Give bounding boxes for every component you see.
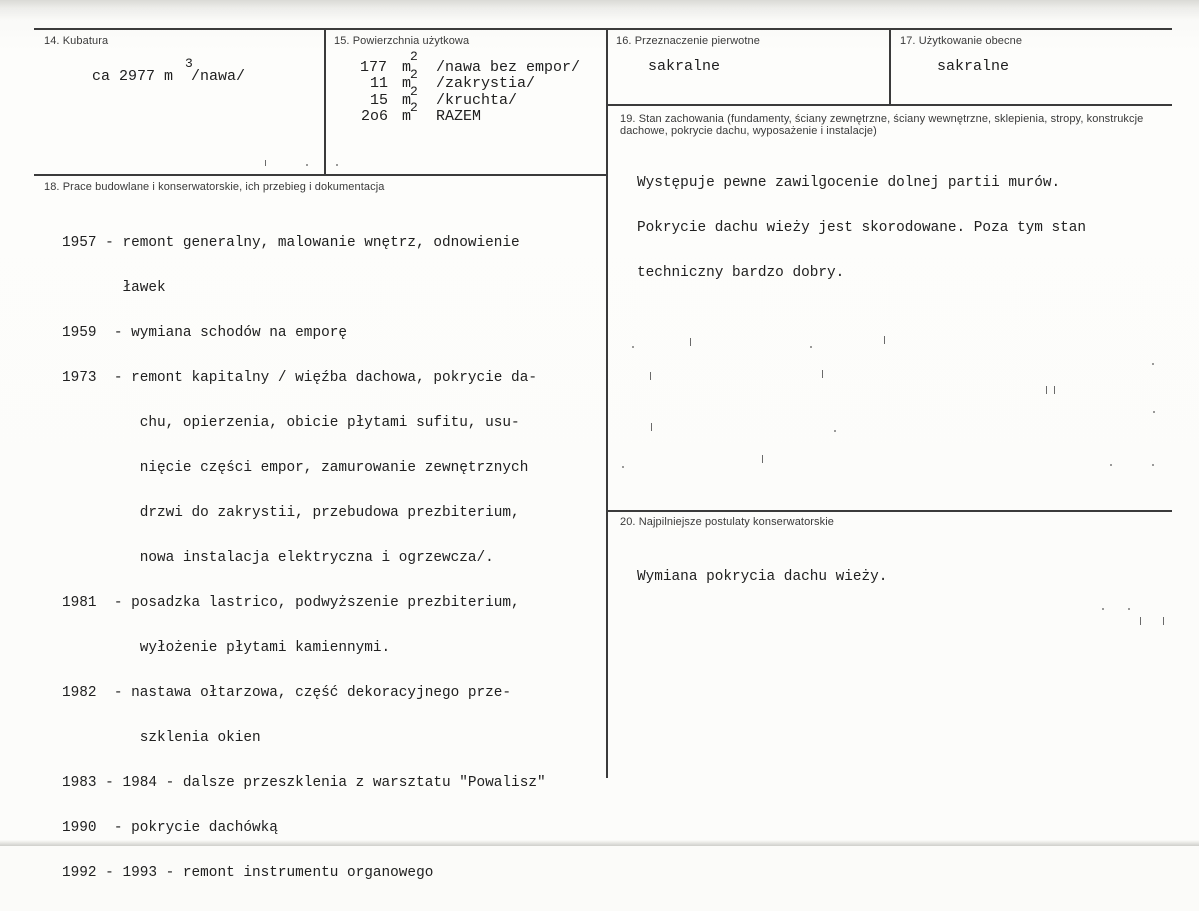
top-rule: [34, 28, 1172, 30]
scan-speck: [1152, 464, 1154, 466]
rule-under-19: [607, 510, 1172, 512]
area-row-unit-sup: 2: [410, 49, 418, 64]
paper-top-edge: [0, 0, 1199, 20]
divider-14-15: [324, 28, 326, 174]
area-row-num: 11: [370, 75, 389, 92]
field-16-label: 16. Przeznaczenie pierwotne: [616, 35, 760, 47]
work-line: 1982 - nastawa ołtarzowa, część dekoracyjnego prze-: [62, 685, 512, 701]
area-row-unit: m: [402, 75, 412, 92]
scan-speck: [336, 164, 338, 166]
work-line: 1973 - remont kapitalny / więźba dachowa, pokrycie da-: [62, 370, 537, 386]
area-row-num: 15: [370, 92, 389, 109]
field-14-value: ca 2977 m /nawa/: [92, 68, 246, 85]
area-row-unit-sup: 2: [410, 100, 418, 115]
scan-mark: [1054, 386, 1055, 394]
work-line: wyłożenie płytami kamiennymi.: [62, 640, 391, 656]
work-line: drzwi do zakrystii, przebudowa prezbiterium,: [62, 505, 520, 521]
area-row-unit-sup: 2: [410, 67, 418, 82]
area-row-text: RAZEM: [436, 108, 482, 125]
scan-mark: [1140, 617, 1141, 625]
field-19-text: [637, 146, 1086, 311]
scan-mark: [1046, 386, 1047, 394]
scan-mark: [1163, 617, 1164, 625]
area-row-num: 2o6: [361, 108, 389, 125]
area-row-unit: m: [402, 92, 412, 109]
scan-mark: [884, 336, 885, 344]
scan-speck: [1153, 411, 1155, 413]
field-14-label: 14. Kubatura: [44, 35, 109, 47]
area-row-num: 177: [360, 59, 388, 76]
area-row-unit: m: [402, 59, 412, 76]
work-line: 1981 - posadzka lastrico, podwyższenie prezbiterium,: [62, 595, 520, 611]
scan-mark: [690, 338, 691, 346]
scan-mark: [762, 455, 763, 463]
condition-line: Pokrycie dachu wieży jest skorodowane. Poza tym stan: [637, 220, 1087, 236]
field-17-label: 17. Użytkowanie obecne: [900, 35, 1023, 47]
work-line: 1983 - 1984 - dalsze przeszklenia z warsztatu "Powalisz": [62, 775, 546, 791]
field-20-label: 20. Najpilniejsze postulaty konserwatorskie: [620, 516, 835, 528]
rule-under-16-17: [607, 104, 1172, 106]
scan-mark: [650, 372, 651, 380]
work-line: 1959 - wymiana schodów na emporę: [62, 325, 347, 341]
scan-speck: [1110, 464, 1112, 466]
scan-mark: [822, 370, 823, 378]
field-19-label: 19. Stan zachowania (fundamenty, ściany zewnętrzne, ściany wewnętrzne, sklepienia, stropy, konstrukcje dachowe, pokrycie dachu, wyposażenie i instalacje): [620, 113, 1144, 137]
work-line: nowa instalacja elektryczna i ogrzewcza/.: [62, 550, 494, 566]
condition-line: techniczny bardzo dobry.: [637, 265, 845, 281]
field-18-label: 18. Prace budowlane i konserwatorskie, ich przebieg i dokumentacja: [44, 181, 385, 193]
field-18-text: [62, 206, 622, 911]
field-20-text: [637, 540, 887, 615]
work-line: 1957 - remont generalny, malowanie wnętrz, odnowienie: [62, 235, 520, 251]
work-line: 1990 - pokrycie dachówką: [62, 820, 278, 836]
scan-speck: [1102, 608, 1104, 610]
area-row-text: /kruchta/: [436, 92, 518, 109]
area-row-text: /zakrystia/: [436, 75, 536, 92]
rule-under-14-15: [34, 174, 607, 176]
scan-speck: [306, 164, 308, 166]
scan-speck: [632, 346, 634, 348]
scan-speck: [810, 346, 812, 348]
scan-mark: [265, 160, 266, 166]
scan-speck: [622, 466, 624, 468]
field-15-label: 15. Powierzchnia użytkowa: [334, 35, 470, 47]
condition-line: Występuje pewne zawilgocenie dolnej partii murów.: [637, 175, 1061, 191]
field-16-value: sakralne: [648, 58, 721, 75]
divider-16-17: [889, 28, 891, 104]
field-14-unit-sup: 3: [185, 56, 193, 71]
field-17-value: sakralne: [937, 58, 1010, 75]
work-line: 1992 - 1993 - remont instrumentu organowego: [62, 865, 434, 881]
scan-speck: [1152, 363, 1154, 365]
work-line: chu, opierzenia, obicie płytami sufitu, usu-: [62, 415, 520, 431]
work-line: szklenia okien: [62, 730, 261, 746]
work-line: ławek: [62, 280, 166, 296]
area-row-unit-sup: 2: [410, 84, 418, 99]
scan-mark: [651, 423, 652, 431]
work-line: nięcie części empor, zamurowanie zewnętrznych: [62, 460, 529, 476]
postulate-line: Wymiana pokrycia dachu wieży.: [637, 569, 888, 585]
scan-speck: [1128, 608, 1130, 610]
area-row-text: /nawa bez empor/: [436, 59, 581, 76]
scan-speck: [834, 430, 836, 432]
area-row-unit: m: [402, 108, 412, 125]
